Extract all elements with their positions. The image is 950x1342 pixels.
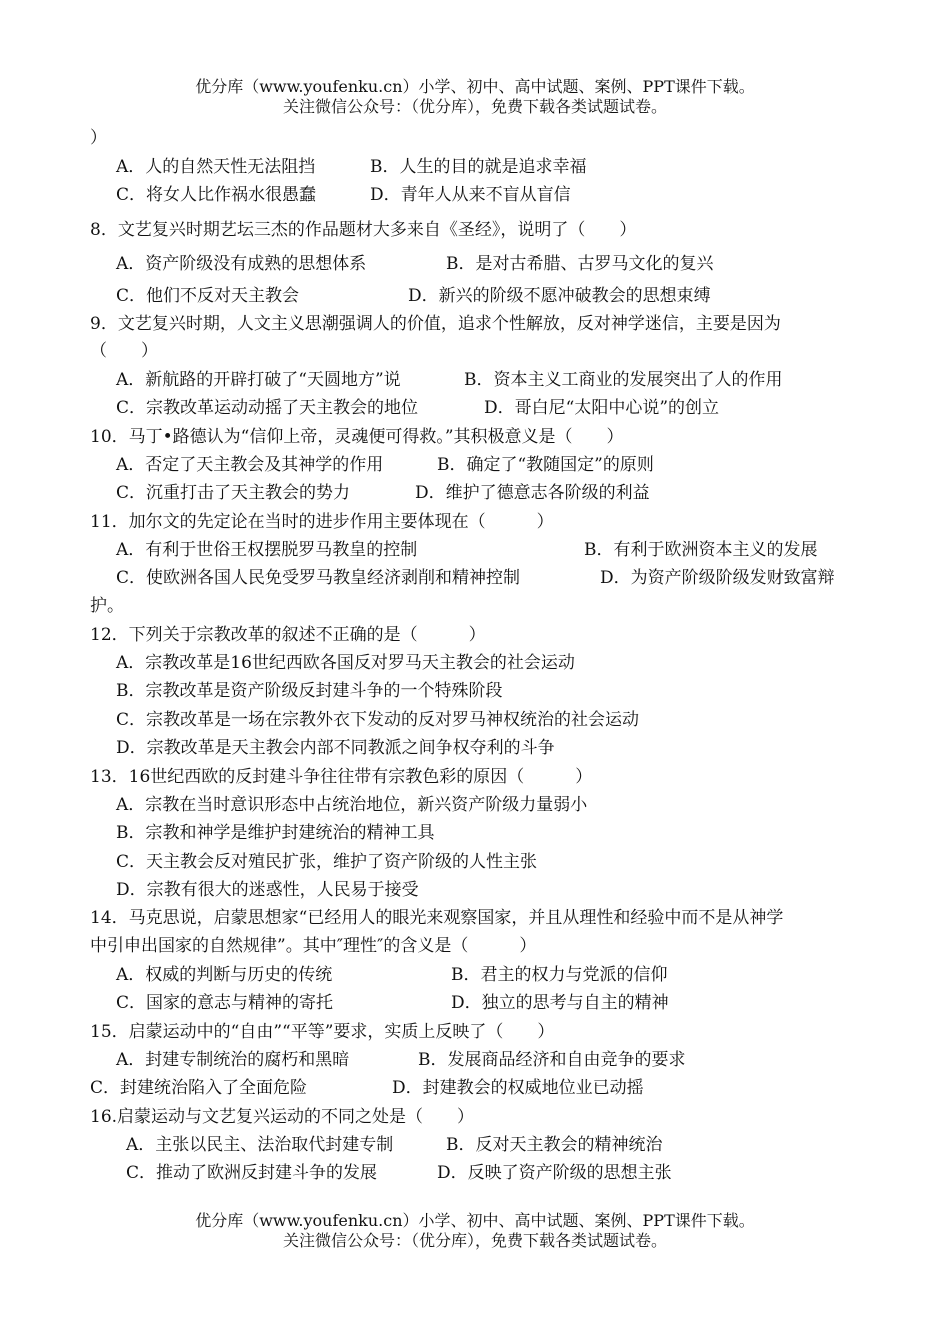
q10-stem: 10．马丁•路德认为“信仰上帝，灵魂便可得救。”其积极意义是（ ）: [90, 427, 624, 447]
q16-option-b: B．反对天主教会的精神统治: [446, 1135, 663, 1155]
q16-option-d: D．反映了资产阶级的思想主张: [437, 1163, 672, 1183]
q9-stem-line-1: 9．文艺复兴时期，人文主义思潮强调人的价值，追求个性解放，反对神学迷信，主要是因为: [90, 314, 781, 334]
q11-option-b: B．有利于欧洲资本主义的发展: [584, 540, 818, 560]
header-line-2: 关注微信公众号：（优分库），免费下载各类试题试卷。: [282, 97, 667, 116]
q8-option-c: C．他们不反对天主教会: [116, 286, 300, 306]
q7-option-b: B．人生的目的就是追求幸福: [370, 157, 587, 177]
q11-option-d: D．为资产阶级阶级发财致富辩: [600, 568, 835, 588]
q8-option-a: A．资产阶级没有成熟的思想体系: [116, 254, 367, 274]
q13-option-b: B．宗教和神学是维护封建统治的精神工具: [116, 823, 435, 843]
footer-line-1: 优分库（www.youfenku.cn）小学、初中、高中试题、案例、PPT课件下载。: [195, 1211, 755, 1230]
q13-option-d: D．宗教有很大的迷惑性，人民易于接受: [116, 880, 419, 900]
q13-option-c: C．天主教会反对殖民扩张，维护了资产阶级的人性主张: [116, 852, 538, 872]
q14-option-c: C．国家的意志与精神的寄托: [116, 993, 334, 1013]
q12-option-d: D．宗教改革是天主教会内部不同教派之间争权夺利的斗争: [116, 738, 555, 758]
q15-option-a: A．封建专制统治的腐朽和黑暗: [116, 1050, 350, 1070]
q13-option-a: A．宗教在当时意识形态中占统治地位，新兴资产阶级力量弱小: [116, 795, 588, 815]
q9-option-c: C．宗教改革运动动摇了天主教会的地位: [116, 398, 419, 418]
footer-line-2: 关注微信公众号：（优分库），免费下载各类试题试卷。: [282, 1231, 667, 1250]
q12-option-a: A．宗教改革是16世纪西欧各国反对罗马天主教会的社会运动: [116, 653, 575, 673]
q12-stem: 12．下列关于宗教改革的叙述不正确的是（ ）: [90, 625, 486, 645]
q15-option-d: D．封建教会的权威地位业已动摇: [392, 1078, 644, 1098]
q16-option-a: A．主张以民主、法治取代封建专制: [126, 1135, 394, 1155]
q14-option-a: A．权威的判断与历史的传统: [116, 965, 333, 985]
q16-stem: 16.启蒙运动与文艺复兴运动的不同之处是（ ）: [90, 1107, 475, 1127]
header-line-1: 优分库（www.youfenku.cn）小学、初中、高中试题、案例、PPT课件下载。: [195, 77, 755, 96]
q14-option-b: B．君主的权力与党派的信仰: [451, 965, 668, 985]
q14-stem-line-1: 14．马克思说，启蒙思想家“已经用人的眼光来观察国家，并且从理性和经验中而不是从神学: [90, 908, 784, 928]
q14-option-d: D．独立的思考与自主的精神: [451, 993, 669, 1013]
q15-option-c: C．封建统治陷入了全面危险: [90, 1078, 308, 1098]
q7-option-d: D．青年人从来不盲从盲信: [370, 185, 571, 205]
q11-option-a: A．有利于世俗王权摆脱罗马教皇的控制: [116, 540, 418, 560]
q11-option-c: C．使欧洲各国人民免受罗马教皇经济剥削和精神控制: [116, 568, 521, 588]
q10-option-a: A．否定了天主教会及其神学的作用: [116, 455, 384, 475]
q8-stem: 8．文艺复兴时期艺坛三杰的作品题材大多来自《圣经》，说明了（ ）: [90, 220, 637, 240]
q9-option-a: A．新航路的开辟打破了“天圆地方”说: [116, 370, 401, 390]
q14-stem-line-2: 中引申出国家的自然规律”。其中″理性″的含义是（ ）: [90, 936, 537, 956]
q10-option-d: D．维护了德意志各阶级的利益: [415, 483, 650, 503]
q8-option-b: B．是对古希腊、古罗马文化的复兴: [446, 254, 714, 274]
q9-option-b: B．资本主义工商业的发展突出了人的作用: [464, 370, 783, 390]
q8-option-d: D．新兴的阶级不愿冲破教会的思想束缚: [408, 286, 711, 306]
q7-stem-tail: ）: [90, 128, 107, 148]
q12-option-b: B．宗教改革是资产阶级反封建斗争的一个特殊阶段: [116, 681, 503, 701]
q7-option-c: C．将女人比作祸水很愚蠢: [116, 185, 317, 205]
q15-option-b: B．发展商品经济和自由竞争的要求: [418, 1050, 686, 1070]
q13-stem: 13．16世纪西欧的反封建斗争往往带有宗教色彩的原因（ ）: [90, 767, 593, 787]
q11-stem: 11．加尔文的先定论在当时的进步作用主要体现在（ ）: [90, 512, 554, 532]
q10-option-b: B．确定了“教随国定”的原则: [437, 455, 654, 475]
q9-option-d: D．哥白尼“太阳中心说”的创立: [484, 398, 720, 418]
q16-option-c: C．推动了欧洲反封建斗争的发展: [126, 1163, 378, 1183]
q11-option-d-continuation: 护。: [90, 596, 124, 616]
q15-stem: 15．启蒙运动中的“自由”“平等”要求，实质上反映了（ ）: [90, 1022, 555, 1042]
q9-stem-line-2: （ ）: [90, 341, 158, 361]
q10-option-c: C．沉重打击了天主教会的势力: [116, 483, 351, 503]
q7-option-a: A．人的自然天性无法阻挡: [116, 157, 316, 177]
q12-option-c: C．宗教改革是一场在宗教外衣下发动的反对罗马神权统治的社会运动: [116, 710, 640, 730]
